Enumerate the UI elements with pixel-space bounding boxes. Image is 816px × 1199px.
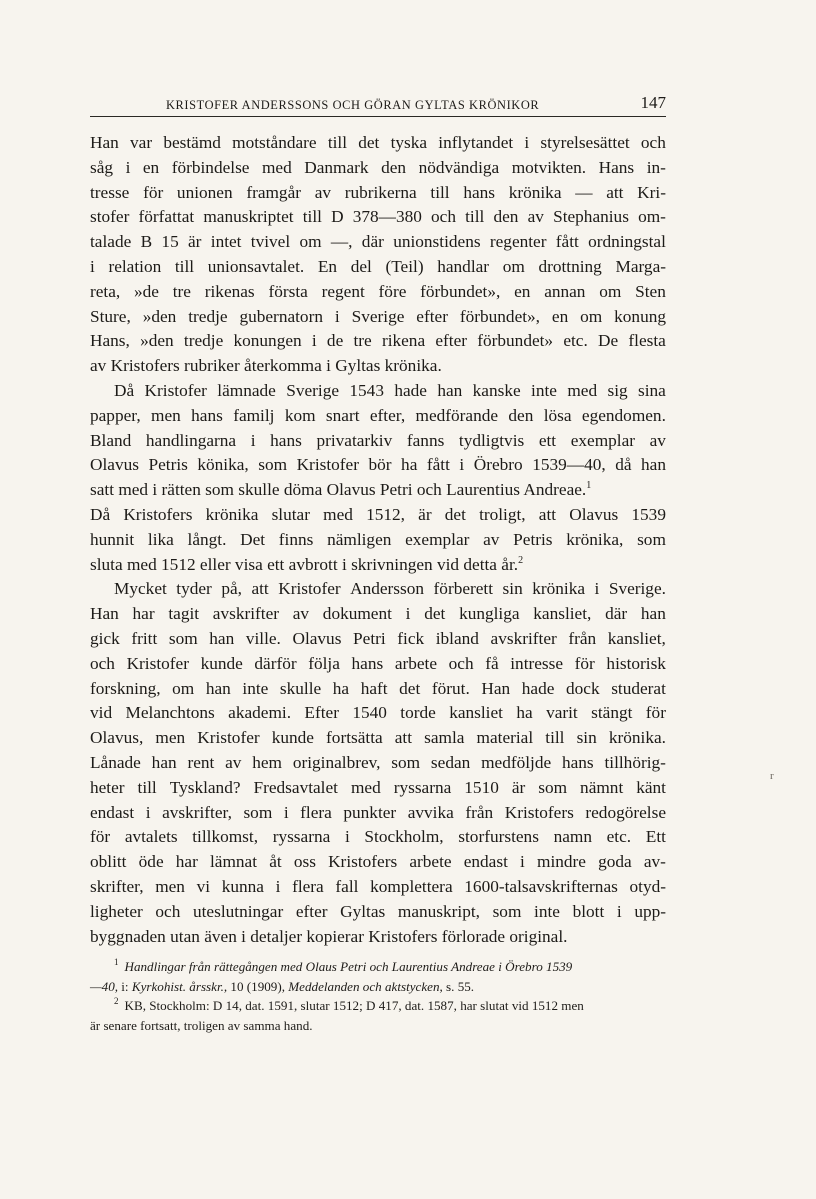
footnote-2-cont: är senare fortsatt, troligen av samma hand. bbox=[90, 1017, 313, 1033]
text-line: Sture, »den tredje gubernatorn i Sverige efter förbundet», en om konung bbox=[90, 306, 666, 326]
text-line: Mycket tyder på, att Kristofer Andersson förberett sin krönika i Sverige. bbox=[114, 579, 666, 599]
text-line: papper, men hans familj kom snart efter, medförande den lösa egendomen. bbox=[90, 405, 666, 425]
text-line: byggnaden utan även i detaljer kopierar Kristofers förlorade original. bbox=[90, 926, 568, 946]
page-number: 147 bbox=[640, 93, 666, 112]
text-line: Olavus, men Kristofer kunde fortsätta att samla material till sin krönika. bbox=[90, 728, 666, 748]
text-line: talade B 15 är intet tvivel om —, där unionstidens regenter fått ordningstal bbox=[90, 232, 666, 252]
footnotes bbox=[90, 957, 666, 1035]
text-line: ligheter och uteslutningar efter Gyltas manuskript, som inte blott i upp- bbox=[90, 901, 666, 921]
text-line: stofer författat manuskriptet till D 378—380 och till den av Stephanius om- bbox=[90, 207, 666, 227]
text-line: tresse för unionen framgår av rubrikerna till hans krönika — att Kri- bbox=[90, 182, 666, 202]
text-line: Lånade han rent av hem originalbrev, som sedan medföljde hans tillhörig- bbox=[90, 752, 666, 772]
footnote-1: $^1$ Handlingar från rättegången med Olaus Petri och Laurentius Andreae i Örebro 1539 bbox=[114, 957, 573, 974]
footnote-1-cont: —40, i: Kyrkohist. årsskr., 10 (1909), Meddelanden och aktstycken, s. 55. bbox=[90, 978, 475, 994]
footnote-ref: 1 bbox=[586, 480, 592, 492]
footnote-2: $^2$ KB, Stockholm: D 14, dat. 1591, slutar 1512; D 417, dat. 1587, har slutat vid 1512 men bbox=[114, 996, 584, 1014]
text-line: såg i en förbindelse med Danmark den nödvändiga motvikten. Hans in- bbox=[90, 157, 666, 177]
text-line: Han har tagit avskrifter av dokument i det kungliga kansliet, där han bbox=[90, 604, 666, 624]
text-line: forskning, om han inte skulle ha haft det förut. Han hade dock studerat bbox=[90, 678, 666, 698]
text-line: Olavus Petris könika, som Kristofer bör ha fått i Örebro 1539—40, då han bbox=[90, 455, 666, 475]
text-line: endast i avskrifter, som i flera punkter avvika från Kristofers redogörelse bbox=[90, 802, 666, 822]
text-line: av Kristofers rubriker återkomma i Gyltas krönika. bbox=[90, 356, 442, 376]
text-line: gick fritt som han ville. Olavus Petri fick ibland avskrifter från kansliet, bbox=[90, 628, 666, 648]
text-line: heter till Tyskland? Fredsavtalet med ryssarna 1510 är som nämnt känt bbox=[90, 777, 666, 797]
text-line: Då Kristofers krönika slutar med 1512, är det troligt, att Olavus 1539 bbox=[90, 504, 666, 524]
text-line: vid Melanchtons akademi. Efter 1540 torde kansliet ha varit stängt för bbox=[90, 703, 666, 723]
text-line: sluta med 1512 eller visa ett avbrott i skrivningen vid detta år.$^2$ bbox=[90, 554, 524, 574]
text-line: reta, »de tre rikenas första regent före förbundet», en annan om Sten bbox=[90, 281, 666, 301]
running-title: KRISTOFER ANDERSSONS OCH GÖRAN GYLTAS KRÖNIKOR bbox=[166, 98, 540, 112]
text-line: och Kristofer kunde därför följa hans arbete och få intresse för historisk bbox=[90, 653, 666, 673]
text-line: Hans, »den tredje konungen i de tre rikena efter förbundet» etc. De flesta bbox=[90, 331, 666, 351]
margin-mark: r bbox=[770, 770, 774, 782]
text-line: hunnit lika långt. Det finns nämligen exemplar av Petris krönika, som bbox=[90, 529, 666, 549]
footnote-mark: 2 bbox=[114, 996, 119, 1007]
text-line: skrifter, men vi kunna i flera fall komplettera 1600-talsavskrifternas otyd- bbox=[90, 876, 666, 896]
running-header bbox=[90, 94, 666, 117]
text-line: satt med i rätten som skulle döma Olavus Petri och Laurentius Andreae.$^1$ bbox=[90, 480, 592, 500]
text-line: oblitt öde har lämnat åt oss Kristofers arbete endast i mindre goda av- bbox=[90, 852, 666, 872]
text-line: för avtalets tillkomst, ryssarna i Stockholm, storfurstens namn etc. Ett bbox=[90, 827, 666, 847]
footnote-ref: 2 bbox=[518, 554, 524, 566]
footnote-mark: 1 bbox=[114, 957, 119, 967]
text-line: Bland handlingarna i hans privatarkiv fanns tydligtvis ett exemplar av bbox=[90, 430, 666, 450]
text-line: Han var bestämd motståndare till det tyska inflytandet i styrelsesättet och bbox=[90, 133, 666, 152]
text-line: Då Kristofer lämnade Sverige 1543 hade han kanske inte med sig sina bbox=[114, 380, 666, 400]
text-line: i relation till unionsavtalet. En del (Teil) handlar om drottning Marga- bbox=[90, 256, 666, 276]
body-text bbox=[90, 131, 666, 949]
